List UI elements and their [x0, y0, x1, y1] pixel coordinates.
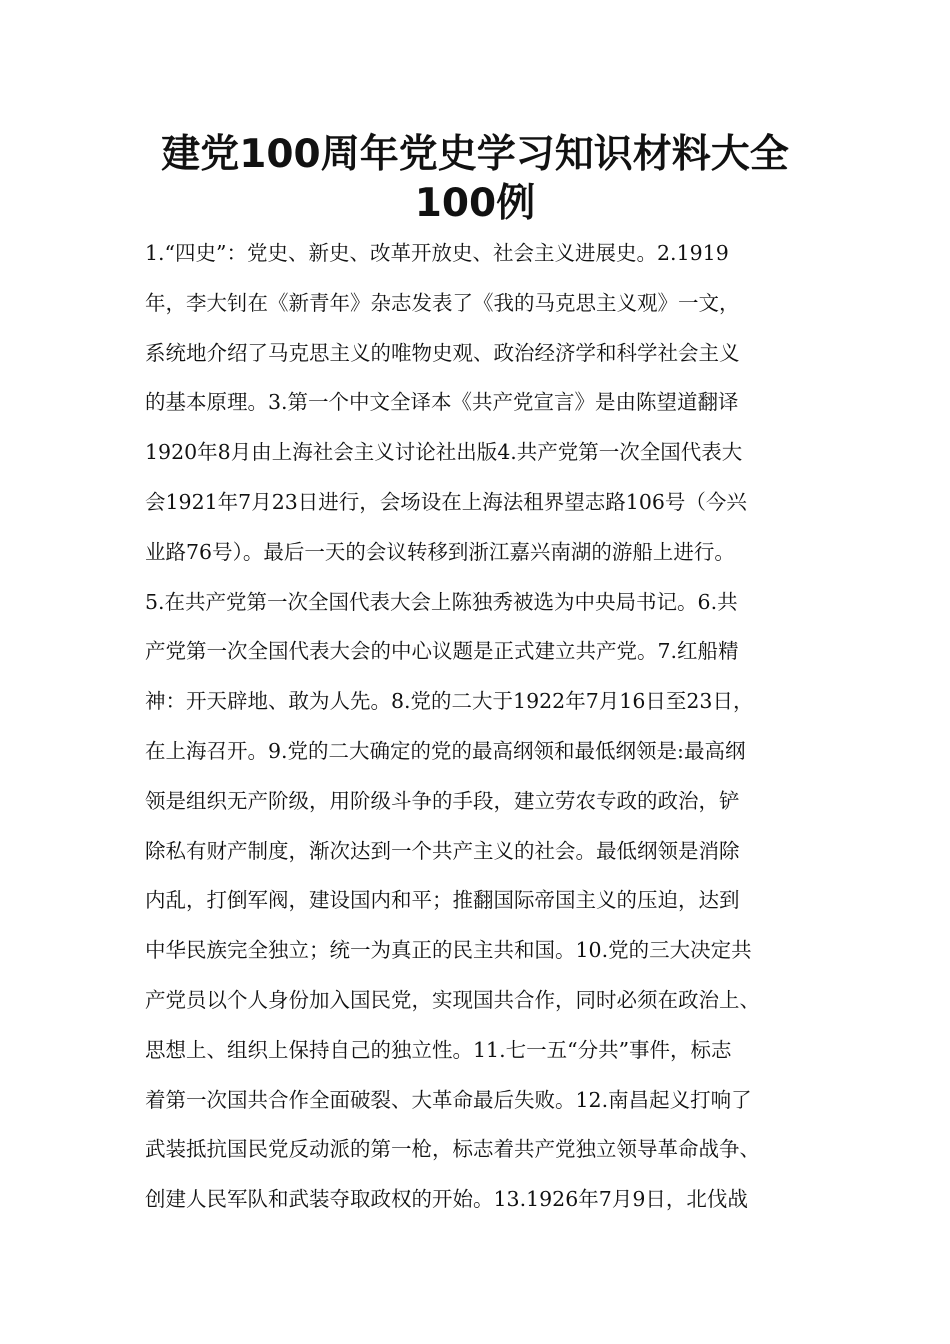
document-title-line-2: 100例	[414, 181, 536, 226]
body-line: 年，李大钊在《新青年》杂志发表了《我的马克思主义观》一文，	[145, 290, 740, 315]
body-line: 1920年8月由上海社会主义讨论社出版4.共产党第一次全国代表大	[145, 440, 743, 465]
body-line: 内乱，打倒军阀，建设国内和平；推翻国际帝国主义的压迫，达到	[145, 888, 740, 913]
body-line: 业路76号）。最后一天的会议转移到浙江嘉兴南湖的游船上进行。	[145, 539, 735, 564]
body-line: 产党员以个人身份加入国民党，实现国共合作，同时必须在政治上、	[145, 987, 760, 1012]
body-line: 领是组织无产阶级，用阶级斗争的手段，建立劳农专政的政治，铲	[145, 788, 740, 813]
body-line: 在上海召开。9.党的二大确定的党的最高纲领和最低纲领是:最高纲	[145, 738, 746, 763]
body-line: 着第一次国共合作全面破裂、大革命最后失败。12.南昌起义打响了	[145, 1087, 752, 1112]
body-line: 神：开天辟地、敢为人先。8.党的二大于1922年7月16日至23日，	[145, 689, 754, 714]
body-line: 除私有财产制度，渐次达到一个共产主义的社会。最低纲领是消除	[145, 838, 740, 863]
body-line: 会1921年7月23日进行，会场设在上海法租界望志路106号（今兴	[145, 489, 747, 514]
body-line: 创建人民军队和武装夺取政权的开始。13.1926年7月9日，北伐战	[145, 1187, 748, 1212]
document-body	[145, 229, 835, 1225]
body-line: 的基本原理。3.第一个中文全译本《共产党宣言》是由陈望道翻译	[145, 390, 739, 415]
document-title-line-1: 建党100周年党史学习知识材料大全	[161, 132, 789, 177]
body-line: 1.“四史”：党史、新史、改革开放史、社会主义进展史。2.1919	[145, 241, 729, 265]
body-line: 5.在共产党第一次全国代表大会上陈独秀被选为中央局书记。6.共	[145, 589, 738, 614]
body-line: 思想上、组织上保持自己的独立性。11.七一五“分共”事件，标志	[145, 1037, 732, 1062]
body-line: 武装抵抗国民党反动派的第一枪，标志着共产党独立领导革命战争、	[145, 1137, 760, 1162]
body-line: 中华民族完全独立；统一为真正的民主共和国。10.党的三大决定共	[145, 938, 752, 963]
body-line: 产党第一次全国代表大会的中心议题是正式建立共产党。7.红船精	[145, 639, 739, 664]
body-line: 系统地介绍了马克思主义的唯物史观、政治经济学和科学社会主义	[145, 340, 740, 365]
